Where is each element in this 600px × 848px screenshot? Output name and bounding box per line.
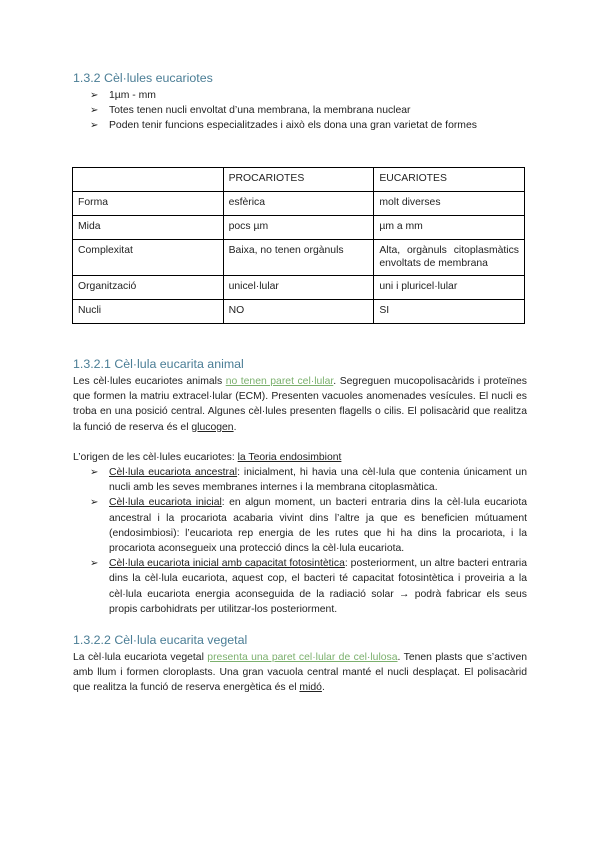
- endosymbiont-theory-term: la Teoria endosimbiont: [237, 452, 342, 463]
- cellulose-wall-link[interactable]: presenta una paret cel·lular de cel·lulosa: [207, 652, 398, 663]
- table-cell: pocs µm: [223, 216, 374, 240]
- arrow-bullet-icon: ➢: [90, 497, 99, 509]
- arrow-bullet-icon: ➢: [90, 467, 99, 478]
- list-item: ➢ Poden tenir funcions especialitzades i això els dona una gran varietat de formes: [90, 120, 477, 131]
- origin-paragraph: L’origen de les cèl·lules eucariotes: la Teoria endosimbiont: [73, 452, 342, 463]
- table-cell: molt diverses: [374, 192, 525, 216]
- table-cell: Baixa, no tenen orgànuls: [223, 240, 374, 276]
- intro-bullet-list: [90, 88, 477, 133]
- table-cell: Organització: [73, 276, 224, 300]
- list-item: ➢ Cèl·lula eucariota inicial: en algun moment, un bacteri entraria dins la cèl·lula eucariota ancestral i la procariota acabaria vivint dins l’altre ja que es beneficien mútuament (endosimbiosi): l’eucariota rep energia de les rutes que hi ha dins la procariota, i la procariota aconsegueix una protecció dincs la cèl·lula eucariota.: [90, 497, 528, 555]
- animal-paragraph: Les cèl·lules eucariotes animals no tenen paret cel·lular. Segreguen mucopolisacàrids i proteïnes que formen la matriu extracel·lular (ECM). Presenten vacuoles anomenades vesícules. El nucli es troba en una posició central. Algunes cèl·lules presenten flagells o cilis. El polisacàrid que realitza la funció de reserva és el glucogen.: [73, 376, 527, 433]
- comparison-table: [72, 167, 525, 324]
- starch-term: midó: [299, 682, 322, 694]
- table-cell: Alta, orgànuls citoplasmàtics envoltats de membrana: [374, 240, 525, 276]
- table-header-cell: EUCARIOTES: [374, 168, 525, 192]
- table-cell: SI: [374, 300, 525, 324]
- table-cell: esfèrica: [223, 192, 374, 216]
- table-cell: Complexitat: [73, 240, 224, 276]
- table-cell: Mida: [73, 216, 224, 240]
- arrow-bullet-icon: ➢: [90, 90, 99, 101]
- vegetal-section-title: 1.3.2.2 Cèl·lula eucarita vegetal: [73, 633, 248, 647]
- table-row: [73, 240, 525, 276]
- section-title: 1.3.2 Cèl·lules eucariotes: [73, 71, 213, 85]
- table-row: [73, 216, 525, 240]
- arrow-bullet-icon: ➢: [90, 120, 99, 131]
- table-cell: NO: [223, 300, 374, 324]
- list-item: ➢ Cèl·lula eucariota inicial amb capacitat fotosintètica: posteriorment, un altre bacteri entraria dins la cèl·lula eucariota, aquest cop, el bacteri té capacitat fotosintètica i proveiria a la cèl·lula eucariota energia aconseguida de la radiació solar → podrà fabricar els seus propis carbohidrats per utilitzar-los posteriorment.: [90, 558, 527, 615]
- list-item: ➢ Cèl·lula eucariota ancestral: inicialment, hi havia una cèl·lula que contenia únicament un nucli amb les seves membranes internes i la membrana citoplasmàtica.: [90, 467, 527, 494]
- list-item: ➢ Totes tenen nucli envoltat d’una membrana, la membrana nuclear: [90, 105, 411, 116]
- table-cell: µm a mm: [374, 216, 525, 240]
- table-row: [73, 192, 525, 216]
- table-header-cell: PROCARIOTES: [223, 168, 374, 192]
- table-cell: Nucli: [73, 300, 224, 324]
- table-cell: uni i pluricel·lular: [374, 276, 525, 300]
- glycogen-term: glucogen: [191, 421, 234, 433]
- table-header-row: [73, 168, 525, 192]
- arrow-bullet-icon: ➢: [90, 558, 99, 570]
- cell-wall-link[interactable]: no tenen paret cel·lular: [225, 376, 334, 387]
- endosymbiosis-list: [90, 465, 527, 617]
- table-header-cell: [73, 168, 224, 192]
- list-item: ➢ 1µm - mm: [90, 90, 156, 101]
- table-row: [73, 276, 525, 300]
- arrow-bullet-icon: ➢: [90, 105, 99, 116]
- table-cell: Forma: [73, 192, 224, 216]
- animal-section-title: 1.3.2.1 Cèl·lula eucarita animal: [73, 357, 244, 371]
- table-row: [73, 300, 525, 324]
- vegetal-paragraph: La cèl·lula eucariota vegetal presenta una paret cel·lular de cel·lulosa. Tenen plasts que s’activen amb llum i formen cloroplasts. Una gran vacuola central manté el nucli desplaçat. El polisacàrid que realitza la funció de reserva energètica és el midó.: [73, 652, 528, 694]
- table-cell: unicel·lular: [223, 276, 374, 300]
